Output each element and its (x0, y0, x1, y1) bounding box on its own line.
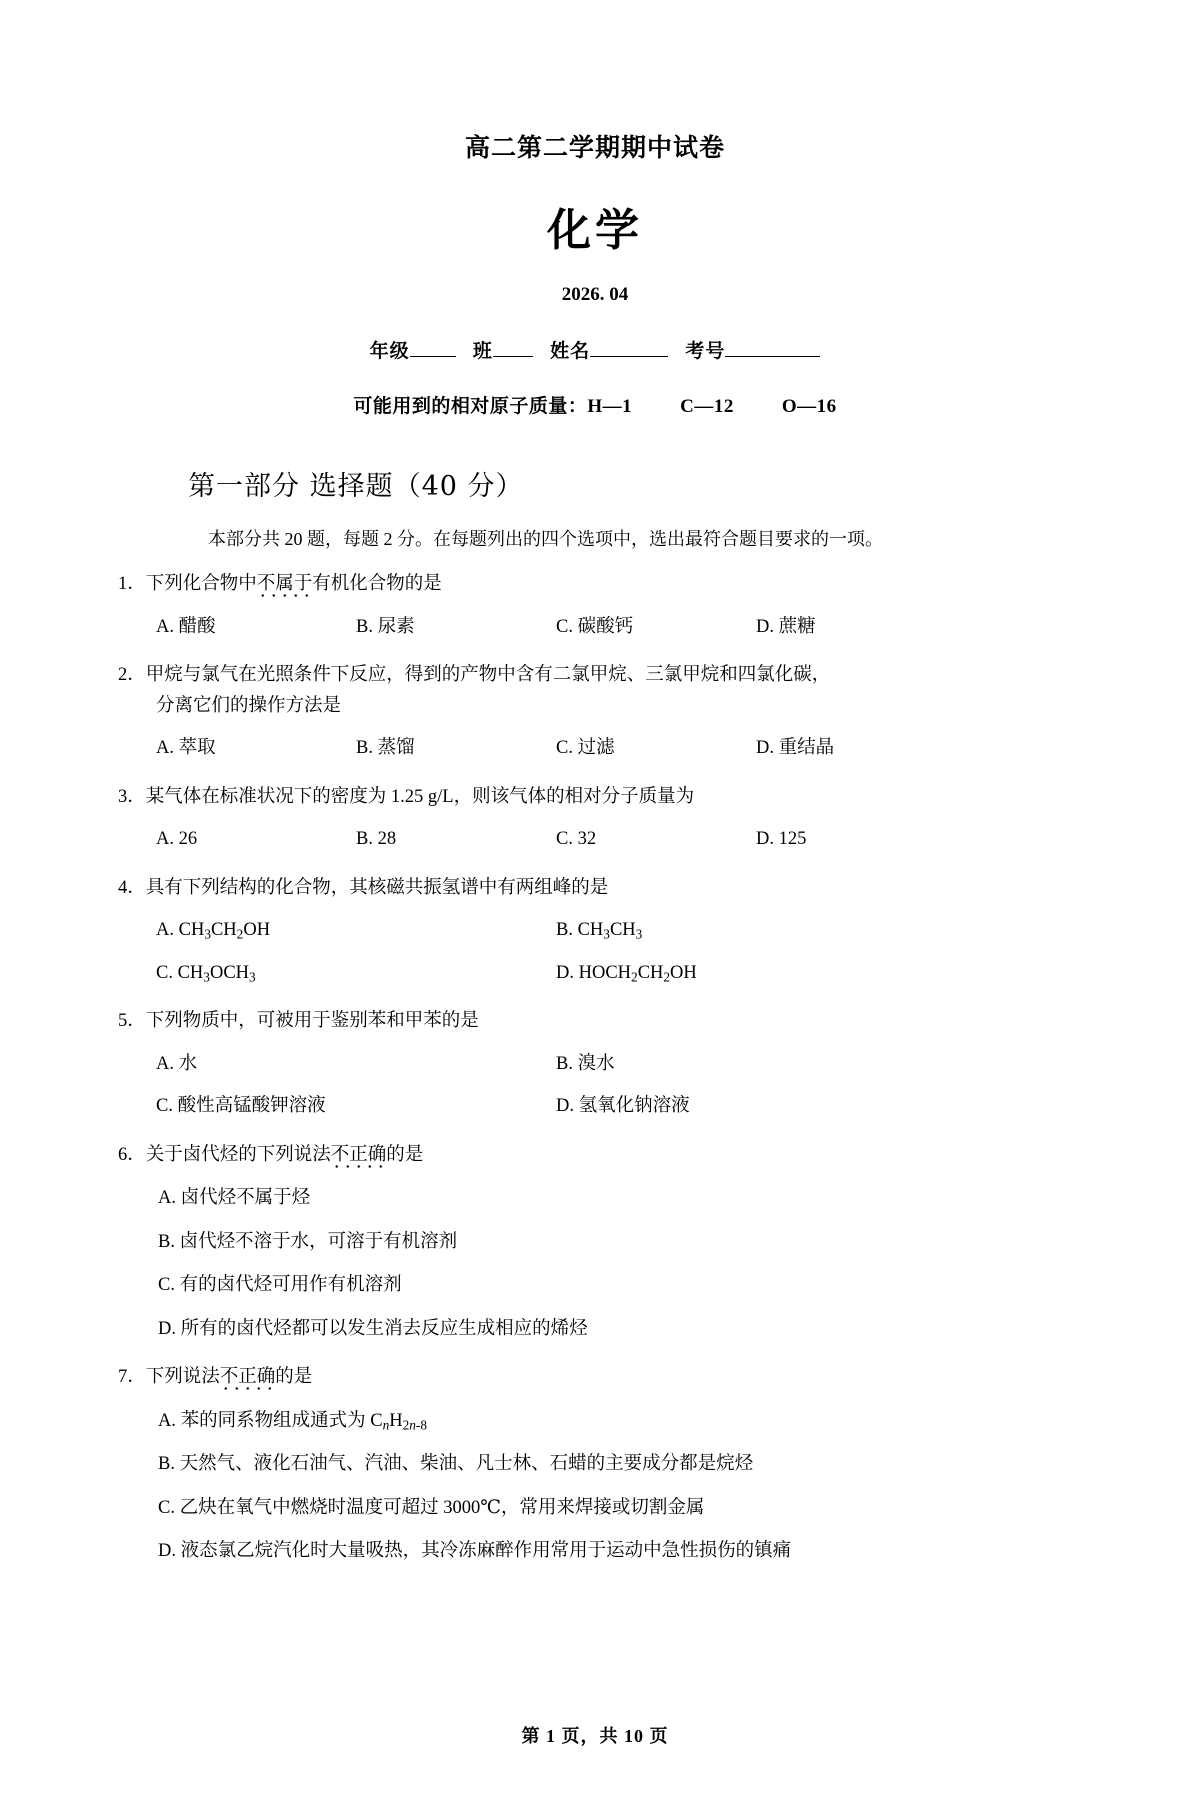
question-6-stem-post: 的是 (386, 1144, 424, 1165)
option-d[interactable]: D. 蔗糖 (756, 616, 816, 637)
page-footer: 第 1 页，共 10 页 (521, 1726, 669, 1746)
question-3-stem (118, 782, 1072, 813)
question-2-number: 2． (118, 665, 146, 686)
option-a[interactable]: A. 萃取 (156, 738, 216, 759)
option-a[interactable]: A. 醋酸 (156, 616, 216, 637)
option-d[interactable]: D. 重结晶 (756, 738, 835, 759)
question-7-number: 7． (118, 1367, 146, 1388)
student-info-line (118, 336, 1072, 363)
question-6 (118, 1140, 1072, 1345)
option-c[interactable]: C. $CH_3OCH_3$ (156, 962, 256, 984)
question-1-number: 1． (118, 574, 146, 594)
atomic-mass-oxygen: O—16 (781, 396, 837, 417)
option-c[interactable]: C. 乙炔在氧气中燃烧时温度可超过 3000℃，常用来焊接或切割金属 (158, 1497, 705, 1518)
question-2 (118, 660, 1072, 764)
option-a[interactable]: A. 26 (156, 829, 198, 850)
question-7-stem (118, 1362, 1072, 1393)
option-b[interactable]: B. $CH_3CH_3$ (556, 920, 643, 942)
option-b[interactable]: B. 蒸馏 (356, 738, 415, 759)
question-6-stem-emphasis: 不正确 (330, 1144, 387, 1165)
question-3-options (118, 824, 1072, 855)
subject-title: 化学 (547, 205, 643, 256)
option-b[interactable]: B. 尿素 (356, 616, 415, 637)
option-d[interactable]: D. 所有的卤代烃都可以发生消去反应生成相应的烯烃 (158, 1318, 588, 1339)
question-1-stem-post: 有机化合物的是 (312, 574, 442, 594)
class-blank[interactable] (493, 356, 533, 357)
option-c[interactable]: C. 有的卤代烃可用作有机溶剂 (158, 1275, 402, 1296)
exam-date: 2026. 04 (561, 284, 629, 305)
atomic-mass-line (118, 391, 1072, 418)
question-5-number: 5． (118, 1011, 146, 1032)
question-4 (118, 873, 1072, 989)
question-4-stem-text: 具有下列结构的化合物，其核磁共振氢谱中有两组峰的是 (145, 877, 609, 898)
option-d[interactable]: D. 125 (756, 829, 807, 850)
question-5-stem-text: 下列物质中，可被用于鉴别苯和甲苯的是 (145, 1011, 479, 1032)
question-5-stem (118, 1006, 1072, 1037)
question-3 (118, 782, 1072, 855)
question-7 (118, 1362, 1072, 1567)
option-c[interactable]: C. 酸性高锰酸钾溶液 (156, 1096, 326, 1117)
question-2-stem-line1: 甲烷与氯气在光照条件下反应，得到的产物中含有二氯甲烷、三氯甲烷和四氯化碳， (145, 665, 831, 686)
part-one-heading: 第一部分 选择题（40 分） (188, 471, 524, 502)
option-b[interactable]: B. 溴水 (556, 1053, 615, 1074)
question-6-stem-pre: 关于卤代烃的下列说法 (145, 1144, 331, 1165)
option-a[interactable]: A. 水 (156, 1053, 198, 1074)
name-blank[interactable] (590, 356, 668, 357)
grade-blank[interactable] (410, 356, 456, 357)
option-a[interactable]: A. 苯的同系物组成通式为 $C_nH_{2n-8}$ (158, 1410, 428, 1433)
question-3-number: 3． (118, 786, 146, 807)
option-c[interactable]: C. 过滤 (556, 738, 615, 759)
option-b[interactable]: B. 天然气、液化石油气、汽油、柴油、凡士林、石蜡的主要成分都是烷烃 (158, 1454, 754, 1475)
exam-page (0, 128, 1190, 1810)
question-4-options-row1 (118, 915, 1072, 946)
grade-label: 年级 (369, 341, 410, 362)
question-2-stem (118, 660, 1072, 691)
option-b[interactable]: B. 卤代烃不溶于水，可溶于有机溶剂 (158, 1231, 458, 1252)
option-d[interactable]: D. $HOCH_2CH_2OH$ (556, 962, 697, 984)
exam-number-blank[interactable] (725, 356, 820, 357)
question-4-options-row2 (118, 958, 1072, 989)
question-1-stem-pre: 下列化合物中 (145, 574, 257, 594)
option-c[interactable]: C. 碳酸钙 (556, 616, 634, 637)
question-1-stem (118, 569, 1072, 600)
question-5-options-row2 (118, 1091, 1072, 1122)
question-7-stem-pre: 下列说法 (145, 1367, 220, 1388)
question-6-stem (118, 1140, 1072, 1171)
question-2-stem-line2: 分离它们的操作方法是 (156, 695, 342, 716)
question-6-number: 6． (118, 1144, 146, 1165)
option-c[interactable]: C. 32 (556, 829, 597, 850)
question-1 (118, 569, 1072, 642)
class-label: 班 (472, 341, 493, 362)
question-1-options (118, 612, 1072, 643)
part-one-note: 本部分共 20 题，每题 2 分。在每题列出的四个选项中，选出最符合题目要求的一项。 (208, 529, 883, 549)
exam-number-label: 考号 (685, 341, 726, 362)
question-2-options (118, 733, 1072, 764)
option-a[interactable]: A. $CH_3CH_2OH$ (156, 920, 271, 942)
question-7-stem-post: 的是 (275, 1367, 313, 1388)
atomic-mass-label: 可能用到的相对原子质量：H—1 (353, 396, 633, 417)
question-3-stem-text: 某气体在标准状况下的密度为 1.25 g/L，则该气体的相对分子质量为 (145, 786, 695, 807)
atomic-mass-carbon: C—12 (680, 396, 734, 417)
question-7-stem-emphasis: 不正确 (219, 1367, 276, 1388)
question-5 (118, 1006, 1072, 1122)
option-b[interactable]: B. 28 (356, 829, 397, 850)
option-d[interactable]: D. 液态氯乙烷汽化时大量吸热，其冷冻麻醉作用常用于运动中急性损伤的镇痛 (158, 1541, 792, 1562)
question-4-stem (118, 873, 1072, 904)
option-a[interactable]: A. 卤代烃不属于烃 (158, 1188, 311, 1209)
question-4-number: 4． (118, 877, 146, 898)
option-d[interactable]: D. 氢氧化钠溶液 (556, 1096, 690, 1117)
name-label: 姓名 (550, 341, 591, 362)
question-1-stem-emphasis: 不属于 (256, 574, 313, 594)
question-5-options-row1 (118, 1049, 1072, 1080)
page-title: 高二第二学期期中试卷 (464, 135, 725, 162)
